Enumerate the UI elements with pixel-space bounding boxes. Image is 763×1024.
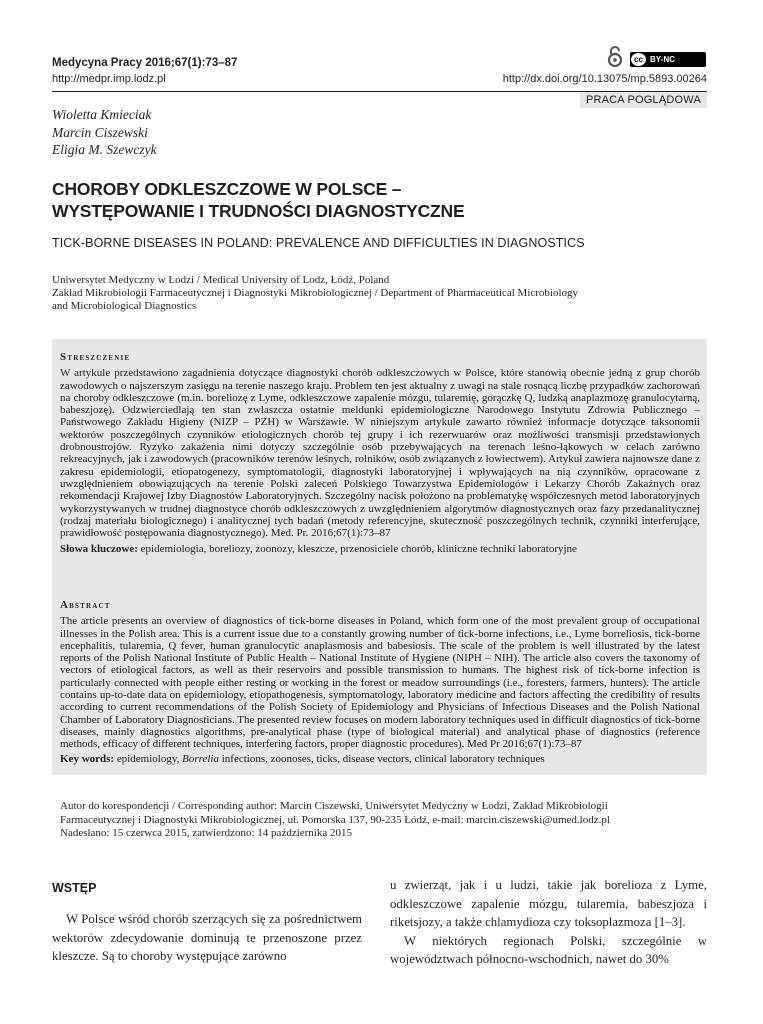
author-name: Marcin Ciszewski (52, 124, 148, 140)
article-title-english: TICK-BORNE DISEASES IN POLAND: PREVALENCE AND DIFFICULTIES IN DIAGNOSTICS (52, 236, 585, 250)
article-type-badge: PRACA POGLĄDOWA (580, 92, 707, 108)
author-name: Wioletta Kmieciak (52, 107, 152, 122)
body-paragraph: W Polsce wśród chorób szerzących się za pośrednictwem wektorów zdecydowanie dominują te przenoszone przez kleszcze. Są to choroby występujące zarówno (52, 912, 362, 963)
abstract-section (60, 599, 700, 765)
streszczenie-keywords: Słowa kluczowe: epidemiologia, boreliozy, zoonozy, kleszcze, przenosiciele chorób, kliniczne techniki laboratoryjne (60, 543, 577, 556)
article-title: CHOROBY ODKLESZCZOWE W POLSCE – WYSTĘPOWANIE I TRUDNOŚCI DIAGNOSTYCZNE (52, 179, 465, 221)
cc-license-badge[interactable] (630, 52, 706, 67)
author-list (52, 106, 157, 159)
creative-commons-icon: cc (631, 53, 646, 66)
open-access-icon (606, 45, 624, 69)
streszczenie-heading: Streszczenie (60, 351, 131, 363)
body-paragraph: u zwierząt, jak i u ludzi, takie jak borelioza z Lyme, odkleszczowe zapalenie mózgu, tularemia, babeszjoza i riketsjozy, a także chlamydioza czy toksoplazmoza [1–3]. (390, 878, 707, 929)
body-column-right (390, 876, 707, 969)
license-label: BY-NC (650, 55, 675, 64)
abstract-text: The article presents an overview of diagnostics of tick-borne diseases in Poland, which form one of the most prevalent group of occupational illnesses in the Polish area. This is a current issue due to a constantly growing number of tick-borne infections, i.e., Lyme borreliosis, tick-borne encephalitis, tularemia, Q fever, human granulocytic anaplasmosis and babesiosis. The scale of the problem is well illustrated by the latest reports of the Polish National Institute of Public Health – National Institute of Hygiene (NIPH – NIH). The article also covers the taxonomy of vectors of etiological factors, as well as their reservoirs and possible transmission to humans. The highest risk of tick-borne infection is particularly connected with people either resting or working in the forest or meadow surroundings (i.e., foresters, farmers, hunters). The article contains up-to-date data on epidemiology, etiopathogenesis, symptomatology, laboratory medicine and factors affecting the credibility of results according to current recommendations of the Polish Society of Epidemiology and Physicians of Infectious Diseases and the Polish National Chamber of Laboratory Diagnosticians. The presented review focuses on modern laboratory techniques used in difficult diagnostics of tick-borne diseases, mainly diagnostics algorithms, pre-analytical phase (type of biological material) and analytical phase of diagnostics (reference methods, efficacy of different techniques, interfering factors, proper diagnostic procedures). Med Pr 2016;67(1):73–87 (60, 615, 700, 751)
section-heading: WSTĘP (52, 881, 97, 895)
body-paragraph: W niektórych regionach Polski, szczególnie w województwach północno-wschodnich, nawet do 30% (390, 933, 707, 966)
affiliation: Uniwersytet Medyczny w Łodzi / Medical University of Lodz, Łódź, Poland Zakład Mikrobiologii Farmaceutycznej i Diagnostyki Mikrobiologicznej / Department of Pharmaceutical Microbiology and Microbiological Diagnostics (52, 274, 579, 312)
body-column-left (52, 910, 362, 966)
journal-citation: Medycyna Pracy 2016;67(1):73–87 (52, 57, 238, 69)
abstract-keywords: Key words: epidemiology, Borrelia infections, zoonoses, ticks, disease vectors, clinical laboratory techniques (60, 752, 545, 765)
journal-url[interactable]: http://medpr.imp.lodz.pl (52, 73, 166, 85)
correspondence-note: Autor do korespondencji / Corresponding author: Marcin Ciszewski, Uniwersytet Medyczny w Łodzi, Zakład Mikrobiologii Farmaceutycznej i Diagnostyki Mikrobiologicznej, ul. Pomorska 137, 90-235 Łódź, e-mail: marcin.ciszewski@umed.lodz.pl Nadesłano: 15 czerwca 2015, zatwierdzono: 14 października 2015 (60, 800, 610, 839)
streszczenie-text: W artykule przedstawiono zagadnienia dotyczące diagnostyki chorób odkleszczowych w Polsce, które stanowią obecnie jedną z grup chorób zawodowych o najszerszym zasięgu na terenie naszego kraju. Problem ten jest aktualny z uwagi na stale rosnącą liczbę przypadków zachorowań na choroby odkleszczowe (m.in. boreliozę z Lyme, odkleszczowe zapalenie mózgu, tularemię, gorączkę Q, ludzką anaplazmozę granulocytarną, babeszjozę). Odzwierciedlają ten stan zwłaszcza ostatnie meldunki epidemiologiczne Narodowego Instytutu Zdrowia Publicznego – Państwowego Zakładu Higieny (NIZP – PZH) w Warszawie. W niniejszym artykule zawarto również informacje dotyczące taksonomii wektorów poszczególnych czynników etiologicznych chorób tej grupy i ich rezerwuarów oraz możliwości transmisji przedstawionych drobnoustrojów. Ryzyko zakażenia nimi dotyczy szczególnie osób przebywających na terenach leśno-łąkowych w celach zarówno rekreacyjnych, jak i zawodowych (pracowników terenów leśnych, rolników, osób związanych z łowiectwem). Artykuł zawiera najnowsze dane z zakresu epidemiologii, etiopatogenezy, symptomatologii, diagnostyki laboratoryjnej i wpływających na nią czynników, opracowane z uwzględnieniem obowiązujących na terenie Polski zaleceń Polskiego Towarzystwa Epidemiologów i Lekarzy Chorób Zakaźnych oraz rekomendacji Krajowej Izby Diagnostów Laboratoryjnych. Szczególny nacisk położono na problematykę współczesnych metod laboratoryjnych wykorzystywanych w trudnej diagnostyce chorób odkleszczowych z uwzględnieniem algorytmów diagnostycznych oraz fazy przedanalitycznej (rodzaj materiału biologicznego) i analitycznej tych badań (metody referencyjne, skuteczność poszczególnych technik, czynniki interferujące, prawidłowość postępowania diagnostycznego). Med. Pr. 2016;67(1):73–87 (60, 367, 700, 540)
author-name: Eligia M. Szewczyk (52, 142, 157, 157)
streszczenie-section (60, 351, 700, 556)
abstract-heading: Abstract (60, 599, 111, 611)
doi-link[interactable]: http://dx.doi.org/10.13075/mp.5893.00264 (502, 73, 707, 85)
